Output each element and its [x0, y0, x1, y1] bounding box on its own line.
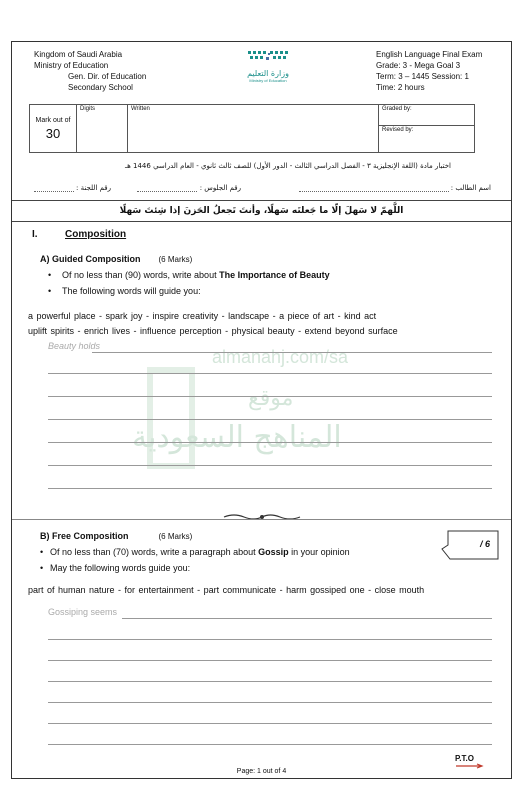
- writing-line[interactable]: [48, 639, 492, 640]
- digits-cell[interactable]: [77, 105, 128, 153]
- writing-line[interactable]: [92, 352, 492, 353]
- watermark-arabic-2: المناهج السعودية: [132, 420, 342, 455]
- exam-page: [11, 41, 512, 779]
- writing-line[interactable]: [48, 442, 492, 443]
- digits-label: Digits: [80, 106, 96, 112]
- watermark-arabic-1: موقع: [248, 386, 294, 411]
- writing-line[interactable]: [48, 396, 492, 397]
- header-right: [376, 49, 482, 93]
- part-a-title: A) Guided Composition: [40, 254, 141, 264]
- writing-line[interactable]: [122, 618, 492, 619]
- header-left-line: Kingdom of Saudi Arabia: [34, 50, 123, 59]
- part-a-starter: Beauty holds: [48, 341, 101, 351]
- logo-arabic-text: وزارة التعليم: [247, 69, 289, 78]
- mark-out-of-value: 30: [45, 125, 61, 141]
- pto-label: [455, 754, 485, 769]
- written-label: Written: [131, 106, 150, 112]
- mark-out-of-label: Mark out of: [35, 116, 71, 124]
- part-b-bullet-1: [40, 547, 350, 557]
- header-right-line: Term: 3 – 1445 Session: 1: [376, 72, 469, 81]
- part-b-bullet-2: [40, 563, 190, 573]
- header-left-line: Gen. Dir. of Education: [68, 72, 147, 81]
- bullet-icon: •: [40, 563, 44, 573]
- part-b-heading: [40, 531, 192, 541]
- bullet-icon: •: [48, 286, 52, 296]
- committee-number-label: رقم اللجنة :: [76, 184, 111, 192]
- part-b-score: / 6: [479, 539, 490, 549]
- part-a-topic: The Importance of Beauty: [219, 270, 330, 280]
- header-left-line: Secondary School: [68, 83, 133, 92]
- header-right-line: Time: 2 hours: [376, 83, 425, 92]
- graded-by-cell[interactable]: [379, 105, 475, 126]
- part-a-guide-words-line-2: uplift spirits - enrich lives - influence perception - physical beauty - extend beyond surface: [28, 326, 398, 336]
- writing-line[interactable]: [48, 723, 492, 724]
- writing-line[interactable]: [48, 465, 492, 466]
- writing-line[interactable]: [48, 373, 492, 374]
- mark-out-of-cell: [30, 105, 77, 153]
- part-b-marks: (6 Marks): [158, 532, 193, 541]
- page-footer: Page: 1 out of 4: [236, 768, 287, 775]
- writing-line[interactable]: [48, 681, 492, 682]
- logo-english-text: Ministry of Education: [249, 78, 287, 83]
- student-name-field[interactable]: [299, 184, 491, 192]
- part-a-marks: (6 Marks): [158, 255, 193, 264]
- student-info-row: [12, 184, 511, 198]
- part-b-bullet-2-text: May the following words guide you:: [50, 563, 191, 573]
- part-b-guide-words: part of human nature - for entertainment - part communicate - harm gossiped one - close mouth: [28, 585, 425, 595]
- part-a-bullet-2: [48, 286, 201, 296]
- graded-by-label: Graded by:: [382, 106, 412, 112]
- header-left: [34, 49, 146, 93]
- section-number: I.: [32, 229, 38, 240]
- watermark-site: almanahj.com/sa: [212, 347, 349, 367]
- bullet-icon: •: [40, 547, 44, 557]
- ministry-logo: [238, 49, 298, 83]
- part-a-bullet-1: [48, 270, 330, 280]
- divider: [12, 519, 511, 520]
- part-a-bullet-1-prefix: Of no less than (90) words, write about: [62, 270, 220, 280]
- header-left-line: Ministry of Education: [34, 61, 109, 70]
- divider: [12, 221, 511, 222]
- part-b-score-box: [440, 529, 500, 563]
- writing-line[interactable]: [48, 660, 492, 661]
- written-cell[interactable]: [128, 105, 379, 153]
- part-a-bullet-2-text: The following words will guide you:: [62, 286, 201, 296]
- exam-title-arabic: اختبار مادة (اللغة الإنجليزية ٣ - الفصل الدراسي الثالث - الدور الأول) للصف ثالث ثانوي - العام الدراسي 1446 هـ: [125, 162, 451, 170]
- writing-line[interactable]: [48, 488, 492, 489]
- section-heading: [32, 229, 127, 240]
- seat-number-field[interactable]: [137, 184, 241, 192]
- part-a-guide-words-line-1: a powerful place - spark joy - inspire creativity - landscape - a piece of art - kind act: [28, 311, 377, 321]
- student-name-label: اسم الطالب :: [450, 184, 491, 192]
- prayer-text: اللَّهمّ لا سَهلَ إلّا ما جَعلتَه سَهلًا، وأنتَ تَجعلُ الحَزنَ إذا شِئتَ سَهلًا: [119, 206, 404, 216]
- seat-number-label: رقم الجلوس :: [199, 184, 241, 192]
- writing-line[interactable]: [48, 419, 492, 420]
- part-b-title: B) Free Composition: [40, 531, 129, 541]
- header-right-line: Grade: 3 - Mega Goal 3: [376, 61, 461, 70]
- marks-table: [29, 104, 475, 153]
- committee-number-field[interactable]: [34, 184, 111, 192]
- part-b-bullet-1-prefix: Of no less than (70) words, write a paragraph about: [50, 547, 259, 557]
- score-tag-icon: [440, 529, 500, 563]
- revised-by-cell[interactable]: [379, 126, 475, 153]
- part-b-starter: Gossiping seems: [48, 607, 118, 617]
- bullet-icon: •: [48, 270, 52, 280]
- section-title: Composition: [65, 229, 127, 240]
- logo-dots-icon: [246, 49, 290, 63]
- writing-line[interactable]: [48, 744, 492, 745]
- header-right-line: English Language Final Exam: [376, 50, 483, 59]
- writing-line[interactable]: [48, 702, 492, 703]
- part-b-bullet-1-suffix: in your opinion: [288, 547, 350, 557]
- part-a-heading: [40, 254, 192, 264]
- part-b-topic: Gossip: [258, 547, 289, 557]
- pto-text: P.T.O: [455, 754, 474, 763]
- divider: [12, 200, 511, 201]
- revised-by-label: Revised by:: [382, 127, 414, 133]
